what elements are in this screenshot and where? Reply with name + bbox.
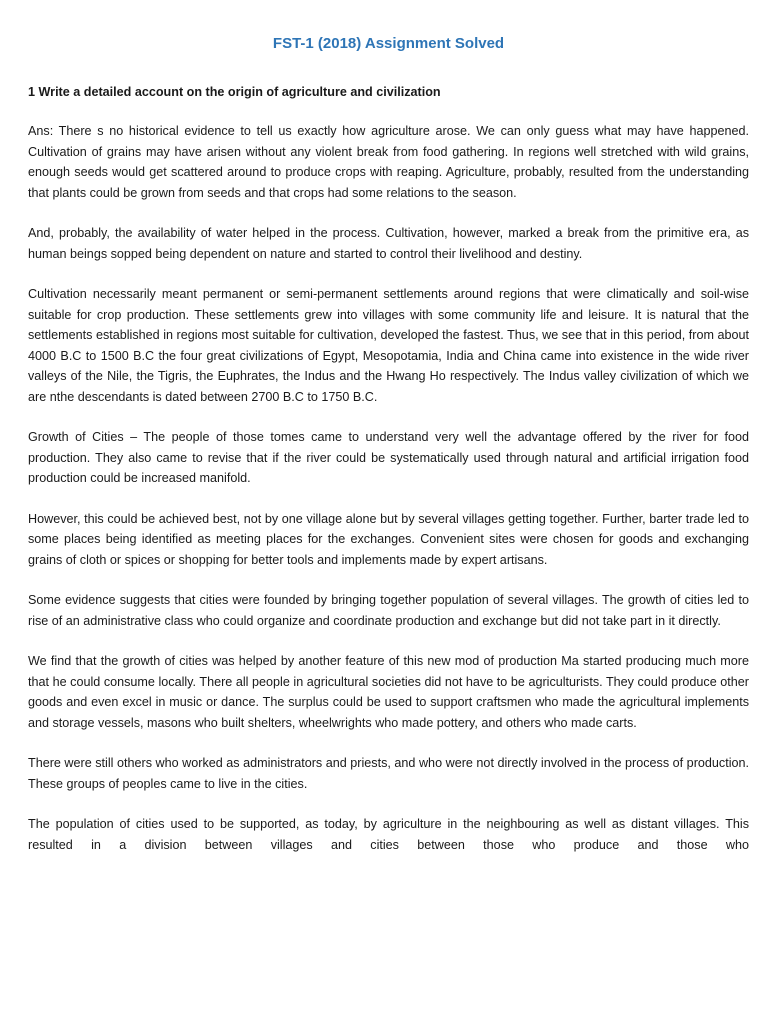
paragraph-surplus: We find that the growth of cities was helped by another feature of this new mod of production Ma started producing much more that he could consume locally. There all people in agricultural societies did not have to be agriculturists. They could produce other goods and even excel in music or dance. The surplus could be used to support craftsmen who made the agricultural implements and storage vessels, masons who built shelters, wheelwrights who made pottery, and others who made carts. bbox=[28, 654, 749, 730]
document-page bbox=[28, 34, 749, 875]
paragraph-evidence: Some evidence suggests that cities were founded by bringing together population of several villages. The growth of cities led to rise of an administrative class who could organize and coordinate production and exchange but did not take part in it directly. bbox=[28, 593, 749, 628]
paragraph-population: The population of cities used to be supported, as today, by agriculture in the neighbouring as well as distant villages. This resulted in a division between villages and cities between those who produce and those who bbox=[28, 817, 749, 852]
paragraph-barter-trade: However, this could be achieved best, not by one village alone but by several villages getting together. Further, barter trade led to some places being identified as meeting places for the exchanges. Convenient sites were chosen for goods and exchanging grains of cloth or spices or shopping for better tools and implements made by expert artisans. bbox=[28, 511, 749, 567]
paragraph-answer-intro: Ans: There s no historical evidence to tell us exactly how agriculture arose. We can only guess what may have happened. Cultivation of grains may have arisen without any violent break from food gathering. In regions well stretched with wild grains, enough seeds would get scattered around to produce crops with reaping. Agriculture, probably, resulted from the understanding that plants could be grown from seeds and that crops had some relations to the season. bbox=[28, 124, 749, 200]
paragraph-administrators: There were still others who worked as administrators and priests, and who were not directly involved in the process of production. These groups of peoples came to live in the cities. bbox=[28, 756, 749, 791]
paragraph-settlements: Cultivation necessarily meant permanent or semi-permanent settlements around regions that were climatically and soil-wise suitable for crop production. These settlements grew into villages with some community life and leisure. It is natural that the settlements established in regions most suitable for cultivation, developed the fastest. Thus, we see that in this period, from about 4000 B.C to 1500 B.C the four great civilizations of Egypt, Mesopotamia, India and China came into existence in the wide river valleys of the Nile, the Tigris, the Euphrates, the Indus and the Hwang Ho respectively. The Indus valley civilization of which we are nthe descendants is dated between 2700 B.C to 1750 B.C. bbox=[28, 287, 749, 404]
paragraph-growth-of-cities: Growth of Cities – The people of those tomes came to understand very well the advantage offered by the river for food production. They also came to revise that if the river could be systematically used through natural and artificial irrigation food production could be increased manifold. bbox=[28, 430, 749, 485]
question-heading: 1 Write a detailed account on the origin of agriculture and civilization bbox=[28, 85, 441, 99]
document-title: FST-1 (2018) Assignment Solved bbox=[272, 35, 505, 52]
paragraph-water: And, probably, the availability of water helped in the process. Cultivation, however, marked a break from the primitive era, as human beings sopped being dependent on nature and started to control their livelihood and destiny. bbox=[28, 226, 749, 261]
